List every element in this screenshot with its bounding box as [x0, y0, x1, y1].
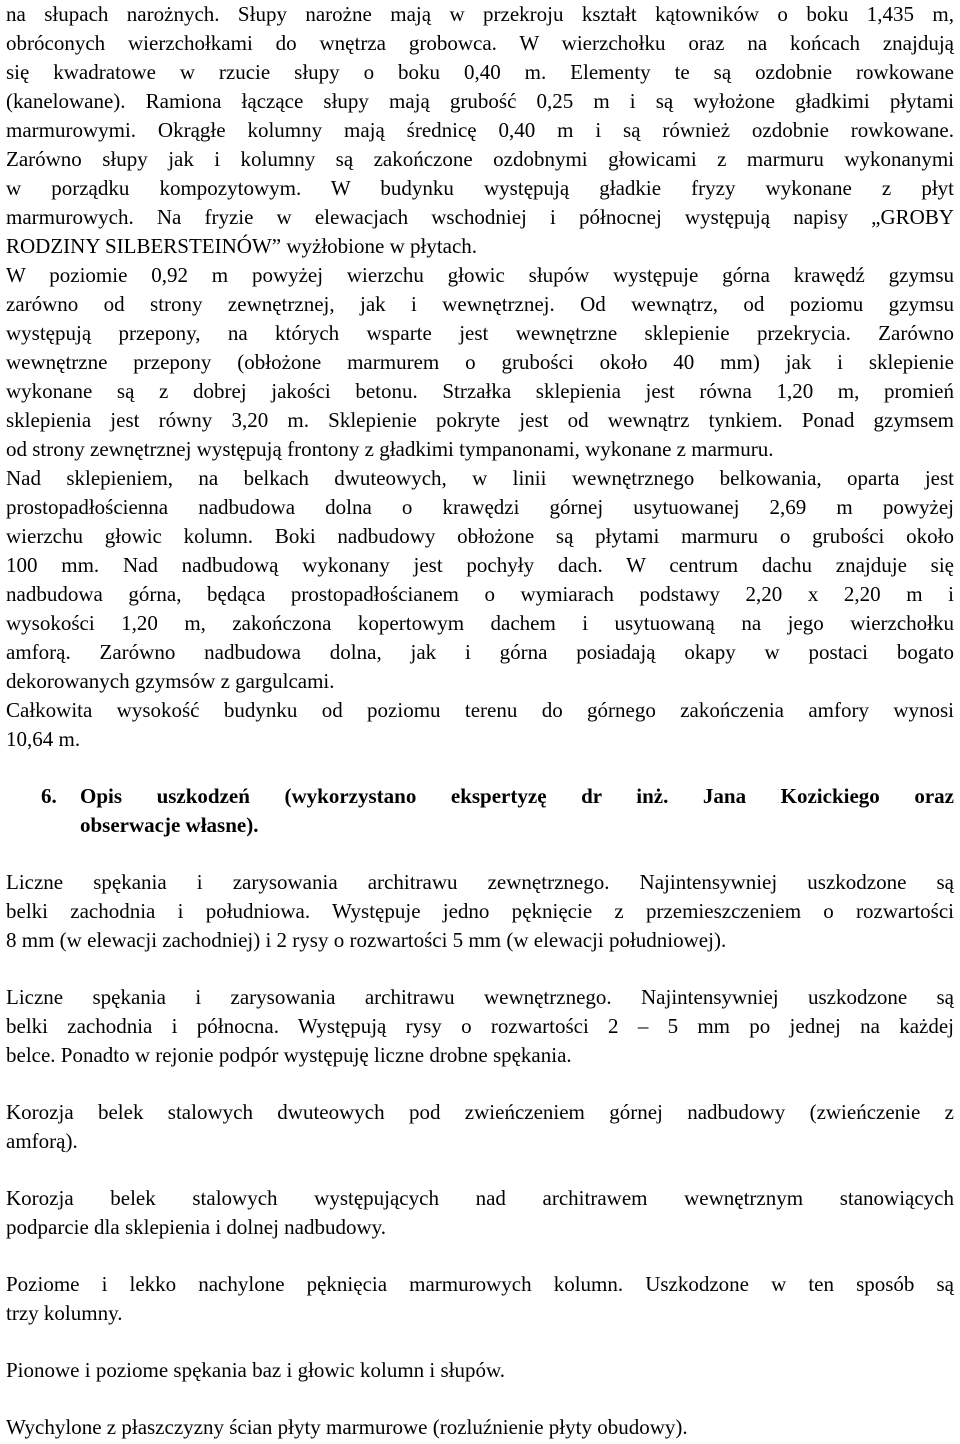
text-line: wysokości 1,20 m, zakończona kopertowym dachem i usytuowaną na jego wierzchołku — [6, 611, 954, 635]
text-line: Zarówno słupy jak i kolumny są zakończone ozdobnymi głowicami z marmuru wykonanymi — [6, 147, 954, 171]
text-line: dekorowanych gzymsów z gargulcami. — [6, 669, 335, 693]
text-line: Korozja belek stalowych występujących nad architrawem wewnętrznym stanowiących — [6, 1186, 954, 1210]
text-line: Poziome i lekko nachylone pęknięcia marmurowych kolumn. Uszkodzone w ten sposób są — [6, 1272, 954, 1296]
section-number: 6. — [41, 784, 57, 808]
damage-item-5 — [6, 1270, 954, 1328]
document-page — [6, 0, 954, 1442]
paragraph-1 — [6, 0, 954, 261]
heading-line: Opis uszkodzeń (wykorzystano ekspertyzę dr inż. Jana Kozickiego oraz — [80, 784, 954, 808]
text-line: marmurowych. Na fryzie w elewacjach wschodniej i północnej występują napisy „GROBY — [6, 205, 954, 229]
paragraph-4 — [6, 696, 954, 754]
text-line: obróconych wierzchołkami do wnętrza grobowca. W wierzchołku oraz na końcach znajdują — [6, 31, 954, 55]
heading-line: obserwacje własne). — [80, 813, 259, 837]
section-title — [80, 782, 954, 840]
text-line: 8 mm (w elewacji zachodniej) i 2 rysy o rozwartości 5 mm (w elewacji południowej). — [6, 928, 727, 952]
text-line: belce. Ponadto w rejonie podpór występuję liczne drobne spękania. — [6, 1043, 572, 1067]
text-line: podparcie dla sklepienia i dolnej nadbudowy. — [6, 1215, 387, 1239]
text-line: Pionowe i poziome spękania baz i głowic kolumn i słupów. — [6, 1358, 506, 1382]
text-line: 10,64 m. — [6, 727, 81, 751]
text-line: Liczne spękania i zarysowania architrawu wewnętrznego. Najintensywniej uszkodzone są — [6, 985, 954, 1009]
text-line: Całkowita wysokość budynku od poziomu terenu do górnego zakończenia amfory wynosi — [6, 698, 954, 722]
text-line: trzy kolumny. — [6, 1301, 123, 1325]
text-line: występują przepony, na których wsparte jest wewnętrzne sklepienie przekrycia. Zarówno — [6, 321, 954, 345]
damage-item-6 — [6, 1356, 954, 1385]
text-line: wewnętrzne przepony (obłożone marmurem o grubości około 40 mm) jak i sklepienie — [6, 350, 954, 374]
text-line: RODZINY SILBERSTEINÓW” wyżłobione w płytach. — [6, 234, 478, 258]
text-line: Wychylone z płaszczyzny ścian płyty marmurowe (rozluźnienie płyty obudowy). — [6, 1415, 688, 1439]
text-line: prostopadłościenna nadbudowa dolna o krawędzi górnej usytuowanej 2,69 m powyżej — [6, 495, 954, 519]
text-line: w porządku kompozytowym. W budynku występują gładkie fryzy wykonane z płyt — [6, 176, 954, 200]
section-heading — [6, 782, 954, 840]
text-line: amforą). — [6, 1129, 78, 1153]
text-line: belki zachodnia i północna. Występują rysy o rozwartości 2 – 5 mm po jednej na każdej — [6, 1014, 954, 1038]
damage-item-4 — [6, 1184, 954, 1242]
damage-item-7 — [6, 1413, 954, 1442]
text-line: od strony zewnętrznej występują frontony z gładkimi tympanonami, wykonane z marmuru. — [6, 437, 774, 461]
text-line: Korozja belek stalowych dwuteowych pod zwieńczeniem górnej nadbudowy (zwieńczenie z — [6, 1100, 954, 1124]
text-line: się kwadratowe w rzucie słupy o boku 0,40 m. Elementy te są ozdobnie rowkowane — [6, 60, 954, 84]
text-line: marmurowymi. Okrągłe kolumny mają średnicę 0,40 m i są również ozdobnie rowkowane. — [6, 118, 954, 142]
damage-item-1 — [6, 868, 954, 955]
text-line: (kanelowane). Ramiona łączące słupy mają grubość 0,25 m i są wyłożone gładkimi płytami — [6, 89, 954, 113]
damage-item-3 — [6, 1098, 954, 1156]
text-line: 100 mm. Nad nadbudową wykonany jest pochyły dach. W centrum dachu znajduje się — [6, 553, 954, 577]
text-line: na słupach narożnych. Słupy narożne mają w przekroju kształt kątowników o boku 1,435 m, — [6, 2, 954, 26]
text-line: nadbudowa górna, będąca prostopadłościanem o wymiarach podstawy 2,20 x 2,20 m i — [6, 582, 954, 606]
text-line: belki zachodnia i południowa. Występuje jedno pęknięcie z przemieszczeniem o rozwartości — [6, 899, 954, 923]
paragraph-3 — [6, 464, 954, 696]
text-line: Liczne spękania i zarysowania architrawu zewnętrznego. Najintensywniej uszkodzone są — [6, 870, 954, 894]
text-line: wierzchu głowic kolumn. Boki nadbudowy obłożone są płytami marmuru o grubości około — [6, 524, 954, 548]
text-line: Nad sklepieniem, na belkach dwuteowych, w linii wewnętrznego belkowania, oparta jest — [6, 466, 954, 490]
text-line: amforą. Zarówno nadbudowa dolna, jak i górna posiadają okapy w postaci bogato — [6, 640, 954, 664]
damage-item-2 — [6, 983, 954, 1070]
text-line: zarówno od strony zewnętrznej, jak i wewnętrznej. Od wewnątrz, od poziomu gzymsu — [6, 292, 954, 316]
paragraph-2 — [6, 261, 954, 464]
text-line: wykonane są z dobrej jakości betonu. Strzałka sklepienia jest równa 1,20 m, promień — [6, 379, 954, 403]
text-line: sklepienia jest równy 3,20 m. Sklepienie pokryte jest od wewnątrz tynkiem. Ponad gzymsem — [6, 408, 954, 432]
text-line: W poziomie 0,92 m powyżej wierzchu głowic słupów występuje górna krawędź gzymsu — [6, 263, 954, 287]
